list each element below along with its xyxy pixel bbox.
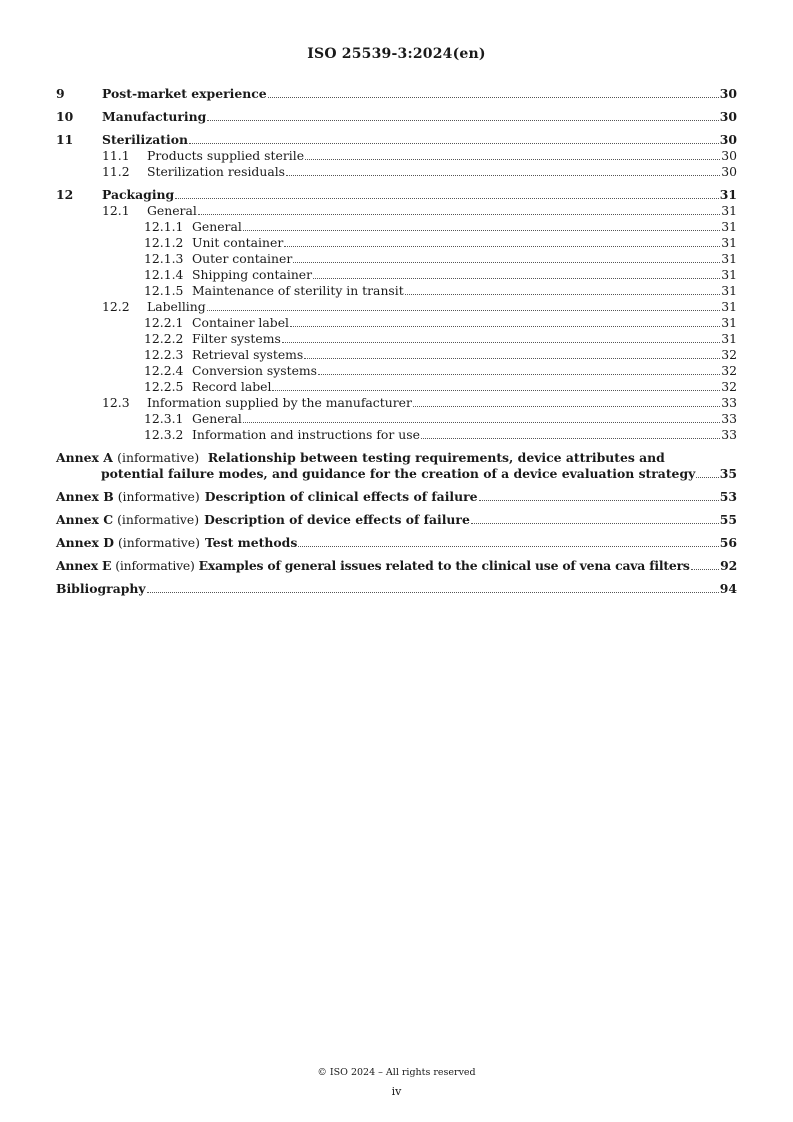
toc-entry-11[interactable]	[56, 132, 737, 148]
page-number: iv	[391, 1085, 402, 1098]
toc-entry-page: 33	[721, 411, 737, 426]
toc-entry-bibliography[interactable]	[56, 581, 737, 597]
leader-dots	[243, 422, 720, 423]
toc-entry-page: 31	[721, 251, 737, 266]
toc-entry-title: Outer container	[192, 251, 293, 266]
toc-entry-annex-c[interactable]	[56, 512, 737, 528]
toc-entry-page: 31	[721, 331, 737, 346]
toc-entry-12-2-5[interactable]	[56, 379, 737, 395]
annex-title: Test methods	[204, 535, 298, 550]
toc-entry-12-1-2[interactable]	[56, 235, 737, 251]
toc-entry-number: 12.2.1	[144, 315, 184, 330]
toc-entry-title: Packaging	[102, 187, 175, 202]
leader-dots	[175, 198, 719, 199]
leader-dots	[147, 592, 719, 593]
toc-entry-number: 12.2	[102, 299, 130, 314]
toc-entry-title: Record label	[192, 379, 272, 394]
leader-dots	[305, 159, 720, 160]
annex-label: Annex D	[56, 535, 114, 550]
leader-dots	[413, 406, 720, 407]
toc-entry-title: Sterilization residuals	[147, 164, 286, 179]
toc-entry-title: Labelling	[147, 299, 206, 314]
toc-entry-number: 11.1	[102, 148, 130, 163]
toc-entry-page: 33	[721, 427, 737, 442]
toc-entry-11-1[interactable]	[56, 148, 737, 164]
copyright-notice: © ISO 2024 – All rights reserved	[317, 1067, 476, 1078]
toc-entry-10[interactable]	[56, 109, 737, 125]
toc-entry-annex-d[interactable]	[56, 535, 737, 551]
table-of-contents	[56, 86, 737, 597]
toc-entry-page: 94	[719, 581, 737, 596]
toc-entry-page: 31	[721, 235, 737, 250]
leader-dots	[298, 546, 718, 547]
toc-entry-page: 32	[721, 379, 737, 394]
annex-title-line2: potential failure modes, and guidance for the creation of a device evaluation strategy	[101, 466, 696, 481]
document-header: ISO 25539-3:2024(en)	[307, 46, 486, 62]
toc-entry-number: 12.3.1	[144, 411, 184, 426]
toc-entry-page: 92	[720, 558, 737, 573]
toc-entry-page: 31	[721, 203, 737, 218]
toc-entry-page: 53	[719, 489, 737, 504]
toc-entry-12-1-4[interactable]	[56, 267, 737, 283]
toc-entry-12-2[interactable]	[56, 299, 737, 315]
toc-entry-title: Container label	[192, 315, 290, 330]
toc-entry-number: 12.1.4	[144, 267, 184, 282]
leader-dots	[293, 262, 720, 263]
toc-entry-title: General	[147, 203, 197, 218]
annex-informative: (informative)	[115, 558, 195, 573]
toc-entry-number: 12.1.5	[144, 283, 184, 298]
annex-informative: (informative)	[117, 535, 200, 550]
toc-entry-page: 31	[721, 299, 737, 314]
toc-entry-number: 12.2.5	[144, 379, 184, 394]
toc-entry-title: Sterilization	[102, 132, 188, 147]
toc-entry-11-2[interactable]	[56, 164, 737, 180]
toc-entry-12-1-1[interactable]	[56, 219, 737, 235]
toc-entry-page: 55	[719, 512, 737, 527]
leader-dots	[691, 569, 719, 570]
toc-entry-title: Post-market experience	[102, 86, 267, 101]
toc-entry-page: 30	[719, 109, 737, 124]
toc-entry-title: General	[192, 219, 242, 234]
toc-entry-title: Conversion systems	[192, 363, 318, 378]
toc-entry-12-1-3[interactable]	[56, 251, 737, 267]
toc-entry-number: 12	[56, 187, 74, 202]
annex-title: Description of device effects of failure	[204, 512, 470, 527]
annex-label: Annex B	[56, 489, 114, 504]
toc-entry-annex-b[interactable]	[56, 489, 737, 505]
leader-dots	[286, 175, 720, 176]
annex-informative: (informative)	[117, 489, 200, 504]
annex-a-line1	[56, 450, 737, 466]
toc-entry-number: 11.2	[102, 164, 130, 179]
toc-entry-title: Maintenance of sterility in transit	[192, 283, 404, 298]
toc-entry-title: Shipping container	[192, 267, 313, 282]
annex-title: Description of clinical effects of failure	[204, 489, 478, 504]
toc-entry-title: Manufacturing	[102, 109, 207, 124]
leader-dots	[479, 500, 719, 501]
leader-dots	[696, 477, 718, 478]
toc-entry-number: 12.2.2	[144, 331, 184, 346]
toc-entry-page: 31	[721, 267, 737, 282]
toc-entry-number: 12.3	[102, 395, 130, 410]
toc-entry-12-3-2[interactable]	[56, 427, 737, 443]
toc-entry-title: Retrieval systems	[192, 347, 304, 362]
leader-dots	[284, 246, 720, 247]
toc-entry-12-1[interactable]	[56, 203, 737, 219]
toc-entry-number: 12.2.4	[144, 363, 184, 378]
toc-entry-annex-a[interactable]	[56, 450, 737, 482]
toc-entry-title: Information supplied by the manufacturer	[147, 395, 412, 410]
leader-dots	[471, 523, 719, 524]
leader-dots	[243, 230, 720, 231]
leader-dots	[290, 326, 720, 327]
annex-a-line2	[56, 466, 737, 482]
annex-informative: (informative)	[117, 512, 200, 527]
leader-dots	[421, 438, 720, 439]
toc-entry-title: Bibliography	[56, 581, 146, 596]
toc-entry-title: Unit container	[192, 235, 284, 250]
toc-entry-page: 56	[719, 535, 737, 550]
toc-entry-number: 9	[56, 86, 65, 101]
toc-entry-12[interactable]	[56, 187, 737, 203]
toc-entry-page: 30	[721, 164, 737, 179]
toc-entry-title: Products supplied sterile	[147, 148, 305, 163]
leader-dots	[272, 390, 720, 391]
toc-entry-number: 12.1.3	[144, 251, 184, 266]
toc-entry-page: 30	[719, 132, 737, 147]
leader-dots	[198, 214, 720, 215]
toc-entry-number: 12.2.3	[144, 347, 184, 362]
toc-entry-page: 32	[721, 363, 737, 378]
toc-entry-page: 32	[721, 347, 737, 362]
toc-entry-page: 31	[719, 187, 737, 202]
toc-entry-page: 30	[721, 148, 737, 163]
toc-entry-12-1-5[interactable]	[56, 283, 737, 299]
toc-entry-page: 31	[721, 283, 737, 298]
toc-entry-9[interactable]	[56, 86, 737, 102]
toc-entry-12-2-2[interactable]	[56, 331, 737, 347]
toc-entry-12-2-3[interactable]	[56, 347, 737, 363]
leader-dots	[207, 120, 718, 121]
toc-entry-12-2-1[interactable]	[56, 315, 737, 331]
leader-dots	[405, 294, 720, 295]
annex-title: Examples of general issues related to the clinical use of vena cava filters	[198, 558, 690, 573]
toc-entry-12-2-4[interactable]	[56, 363, 737, 379]
toc-entry-annex-e[interactable]	[56, 558, 737, 574]
annex-label: Annex A	[56, 450, 113, 465]
toc-entry-number: 12.1.1	[144, 219, 184, 234]
toc-entry-title: Filter systems	[192, 331, 281, 346]
toc-entry-number: 10	[56, 109, 74, 124]
toc-entry-12-3-1[interactable]	[56, 411, 737, 427]
toc-entry-title: Information and instructions for use	[192, 427, 420, 442]
toc-entry-number: 12.1.2	[144, 235, 184, 250]
toc-entry-title: General	[192, 411, 242, 426]
leader-dots	[207, 310, 721, 311]
toc-entry-page: 35	[719, 466, 737, 481]
toc-entry-page: 33	[721, 395, 737, 410]
toc-entry-page: 30	[719, 86, 737, 101]
leader-dots	[268, 97, 719, 98]
toc-entry-number: 12.3.2	[144, 427, 184, 442]
annex-title-line1: Relationship between testing requirements, device attributes and	[207, 450, 665, 465]
leader-dots	[313, 278, 720, 279]
annex-label: Annex C	[56, 512, 114, 527]
toc-entry-12-3[interactable]	[56, 395, 737, 411]
leader-dots	[318, 374, 720, 375]
toc-entry-page: 31	[721, 219, 737, 234]
leader-dots	[189, 143, 719, 144]
leader-dots	[304, 358, 720, 359]
leader-dots	[282, 342, 720, 343]
annex-informative: (informative)	[117, 450, 200, 465]
toc-entry-number: 11	[56, 132, 74, 147]
annex-label: Annex E	[56, 558, 112, 573]
toc-entry-number: 12.1	[102, 203, 130, 218]
toc-entry-page: 31	[721, 315, 737, 330]
